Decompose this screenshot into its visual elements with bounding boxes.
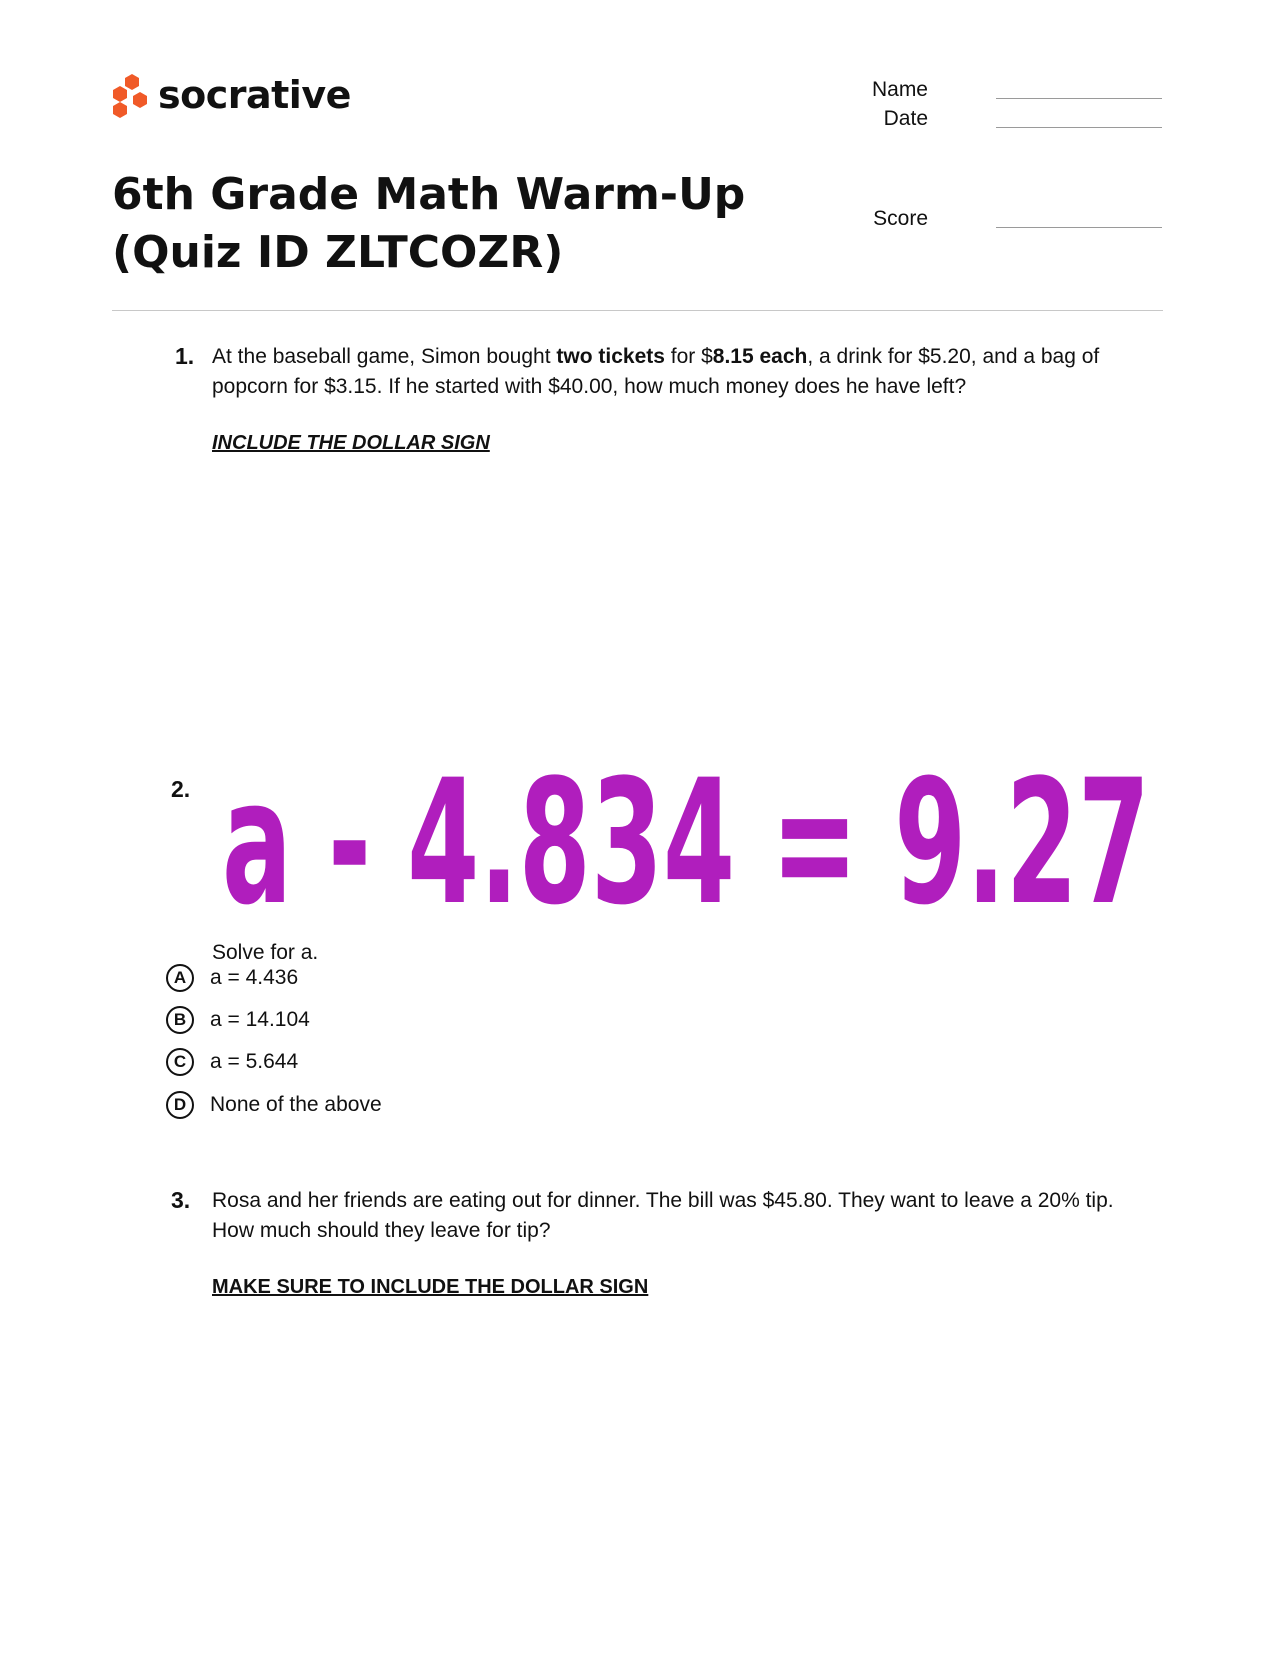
header-divider xyxy=(112,310,1163,311)
equation-text: a - 4.834 = 9.27 xyxy=(222,764,1150,934)
question-1-note: INCLUDE THE DOLLAR SIGN xyxy=(212,432,490,454)
q1-bold-price: 8.15 each xyxy=(712,345,808,368)
choice-a-bubble[interactable]: A xyxy=(166,964,194,992)
date-field-line[interactable] xyxy=(996,127,1162,128)
name-field-line[interactable] xyxy=(996,98,1162,99)
choice-a[interactable] xyxy=(166,964,298,992)
page-title: 6th Grade Math Warm-Up (Quiz ID ZLTCOZR) xyxy=(112,169,746,278)
question-3-note: MAKE SURE TO INCLUDE THE DOLLAR SIGN xyxy=(212,1276,649,1298)
q1-text-part-1: At the baseball game, Simon bought xyxy=(212,345,557,368)
q1-bold-two-tickets: two tickets xyxy=(556,345,665,368)
equation-image xyxy=(222,764,1152,934)
score-label: Score xyxy=(873,207,928,230)
question-number-3: 3. xyxy=(171,1187,191,1213)
q1-text-part-3: , a drink for $5.20, and a bag of popcorn for $3.15. If he started with $40.00, how much money does he have left? xyxy=(212,345,1100,398)
choice-d-bubble[interactable]: D xyxy=(166,1091,194,1119)
question-3-text: Rosa and her friends are eating out for dinner. The bill was $45.80. They want to leave a 20% tip. How much should they leave for tip? xyxy=(212,1189,1114,1242)
question-2-prompt: Solve for a. xyxy=(212,941,319,964)
choice-a-text: a = 4.436 xyxy=(210,966,299,989)
choice-c[interactable] xyxy=(166,1048,298,1076)
date-label: Date xyxy=(883,107,928,130)
choice-d-text: None of the above xyxy=(210,1093,382,1116)
choice-c-bubble[interactable]: C xyxy=(166,1048,194,1076)
score-field-line[interactable] xyxy=(996,227,1162,228)
choice-d[interactable] xyxy=(166,1091,382,1119)
q1-text-part-2: for $ xyxy=(664,345,713,368)
question-number-2: 2. xyxy=(171,776,191,802)
question-number-1: 1. xyxy=(175,343,195,369)
socrative-logo xyxy=(110,72,351,118)
question-1-text xyxy=(212,342,1152,402)
choice-b-bubble[interactable]: B xyxy=(166,1006,194,1034)
name-label: Name xyxy=(871,78,928,101)
choice-c-text: a = 5.644 xyxy=(210,1050,299,1073)
hexagon-cluster-icon xyxy=(110,72,148,118)
choice-b-text: a = 14.104 xyxy=(210,1008,310,1031)
logo-wordmark: socrative xyxy=(158,73,351,117)
choice-b[interactable] xyxy=(166,1006,310,1034)
